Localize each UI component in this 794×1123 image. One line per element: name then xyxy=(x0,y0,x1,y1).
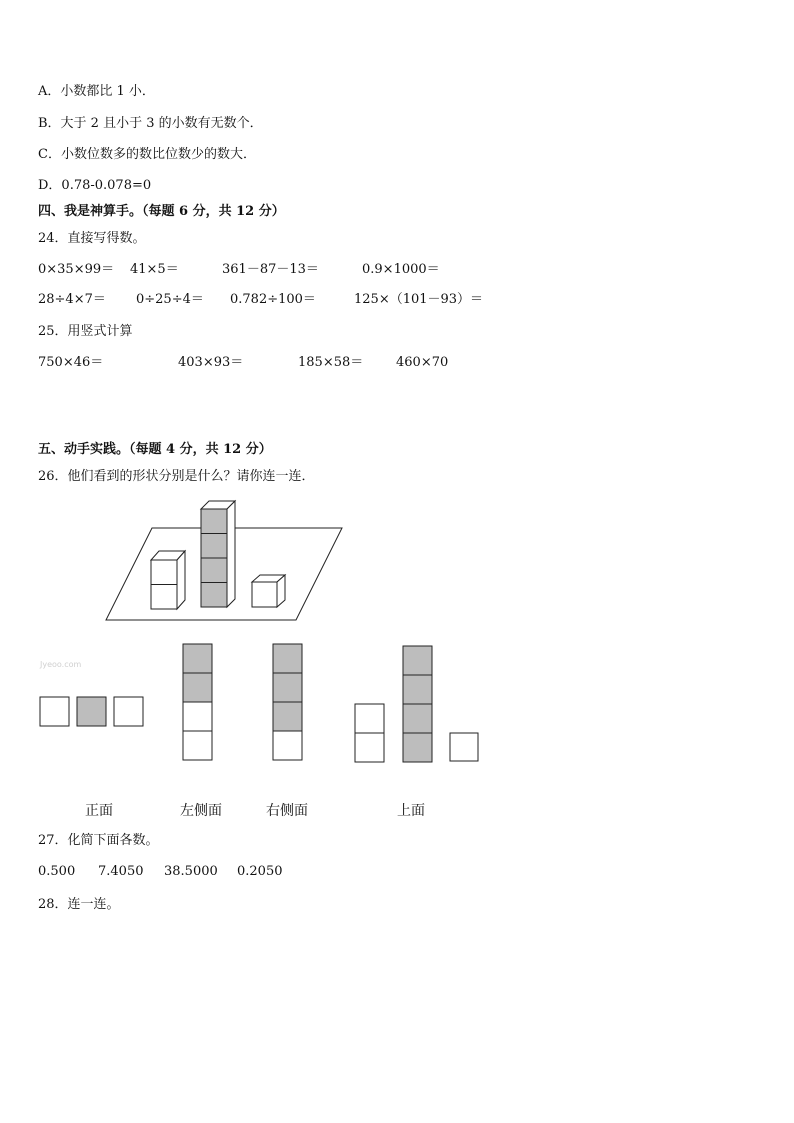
option-c: C．小数位数多的数比位数少的数大． xyxy=(38,147,256,162)
q24-r2-c2: 0÷25÷4＝ xyxy=(136,292,204,307)
option-b: B．大于 2 且小于 3 的小数有无数个． xyxy=(38,116,263,131)
watermark: Jyeoo.com xyxy=(40,660,82,669)
q27-label: 27．化简下面各数。 xyxy=(38,833,159,848)
option-a: A．小数都比 1 小． xyxy=(38,84,155,99)
q27-num-4: 0.2050 xyxy=(237,864,283,879)
view-label-top: 上面 xyxy=(397,803,425,819)
option-d: D．0.78-0.078=0 xyxy=(38,178,152,193)
view-label-front: 正面 xyxy=(85,803,113,819)
q24-r1-c1: 0×35×99＝ xyxy=(38,262,115,277)
single-cube xyxy=(252,575,285,607)
q25-c1: 750×46＝ xyxy=(38,355,104,370)
q25-c3: 185×58＝ xyxy=(298,355,364,370)
q24-r2-c1: 28÷4×7＝ xyxy=(38,292,106,307)
q24-r1-c4: 0.9×1000＝ xyxy=(362,262,440,277)
view-label-left: 左侧面 xyxy=(180,803,222,819)
q25-c4: 460×70 xyxy=(396,355,449,370)
q24-r2-c3: 0.782÷100＝ xyxy=(230,292,316,307)
view-horizontal-three xyxy=(40,697,143,726)
q26-label: 26．他们看到的形状分别是什么？请你连一连． xyxy=(38,469,315,484)
section5-title: 五、动手实践。（每题 4 分，共 12 分） xyxy=(38,442,272,457)
q28-label: 28．连一连。 xyxy=(38,897,120,912)
q24-r1-c2: 41×5＝ xyxy=(130,262,179,277)
section4-title: 四、我是神算手。（每题 6 分，共 12 分） xyxy=(38,204,285,219)
q25-label: 25．用竖式计算 xyxy=(38,324,133,339)
q25-c2: 403×93＝ xyxy=(178,355,244,370)
q27-num-3: 38.5000 xyxy=(164,864,218,879)
q24-r1-c3: 361－87－13＝ xyxy=(222,262,319,277)
left-stack xyxy=(151,551,185,609)
q27-num-1: 0.500 xyxy=(38,864,76,879)
view-column-2gray-2white xyxy=(183,644,212,760)
view-label-right: 右侧面 xyxy=(266,803,308,819)
view-column-3gray-1white xyxy=(273,644,302,760)
q24-label: 24．直接写得数。 xyxy=(38,231,146,246)
q27-num-2: 7.4050 xyxy=(98,864,144,879)
q24-r2-c4: 125×（101－93）＝ xyxy=(354,292,484,307)
tall-stack xyxy=(201,501,235,607)
view-three-columns xyxy=(355,646,478,762)
